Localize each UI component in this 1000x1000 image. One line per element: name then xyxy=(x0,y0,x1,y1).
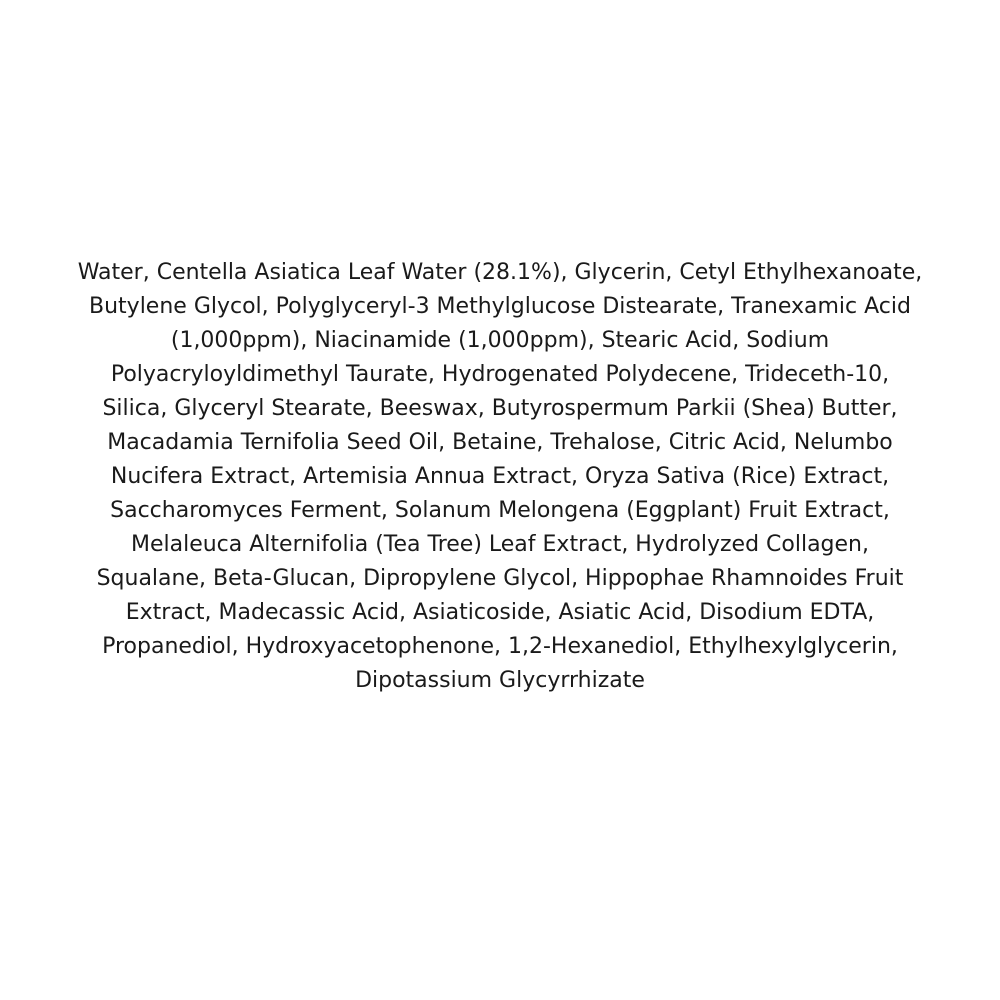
ingredients-line: Saccharomyces Ferment, Solanum Melongena (Eggplant) Fruit Extract, xyxy=(110,498,890,523)
ingredients-line: Propanediol, Hydroxyacetophenone, 1,2-Hexanediol, Ethylhexylglycerin, xyxy=(102,634,898,659)
ingredients-line: Dipotassium Glycyrrhizate xyxy=(355,668,645,693)
ingredients-line: Macadamia Ternifolia Seed Oil, Betaine, Trehalose, Citric Acid, Nelumbo xyxy=(107,430,893,455)
ingredients-line: Polyacryloyldimethyl Taurate, Hydrogenated Polydecene, Trideceth-10, xyxy=(110,362,890,387)
ingredients-list xyxy=(0,256,1000,698)
ingredients-line: Water, Centella Asiatica Leaf Water (28.1%), Glycerin, Cetyl Ethylhexanoate, xyxy=(77,260,923,285)
ingredients-line: Silica, Glyceryl Stearate, Beeswax, Butyrospermum Parkii (Shea) Butter, xyxy=(102,396,898,421)
ingredients-line: Extract, Madecassic Acid, Asiaticoside, Asiatic Acid, Disodium EDTA, xyxy=(125,600,875,625)
ingredients-line: Melaleuca Alternifolia (Tea Tree) Leaf Extract, Hydrolyzed Collagen, xyxy=(130,532,869,557)
ingredients-line: (1,000ppm), Niacinamide (1,000ppm), Stearic Acid, Sodium xyxy=(170,328,830,353)
ingredients-line: Butylene Glycol, Polyglyceryl-3 Methylglucose Distearate, Tranexamic Acid xyxy=(89,294,911,319)
ingredients-line: Squalane, Beta-Glucan, Dipropylene Glycol, Hippophae Rhamnoides Fruit xyxy=(96,566,904,591)
ingredients-line: Nucifera Extract, Artemisia Annua Extract, Oryza Sativa (Rice) Extract, xyxy=(110,464,890,489)
